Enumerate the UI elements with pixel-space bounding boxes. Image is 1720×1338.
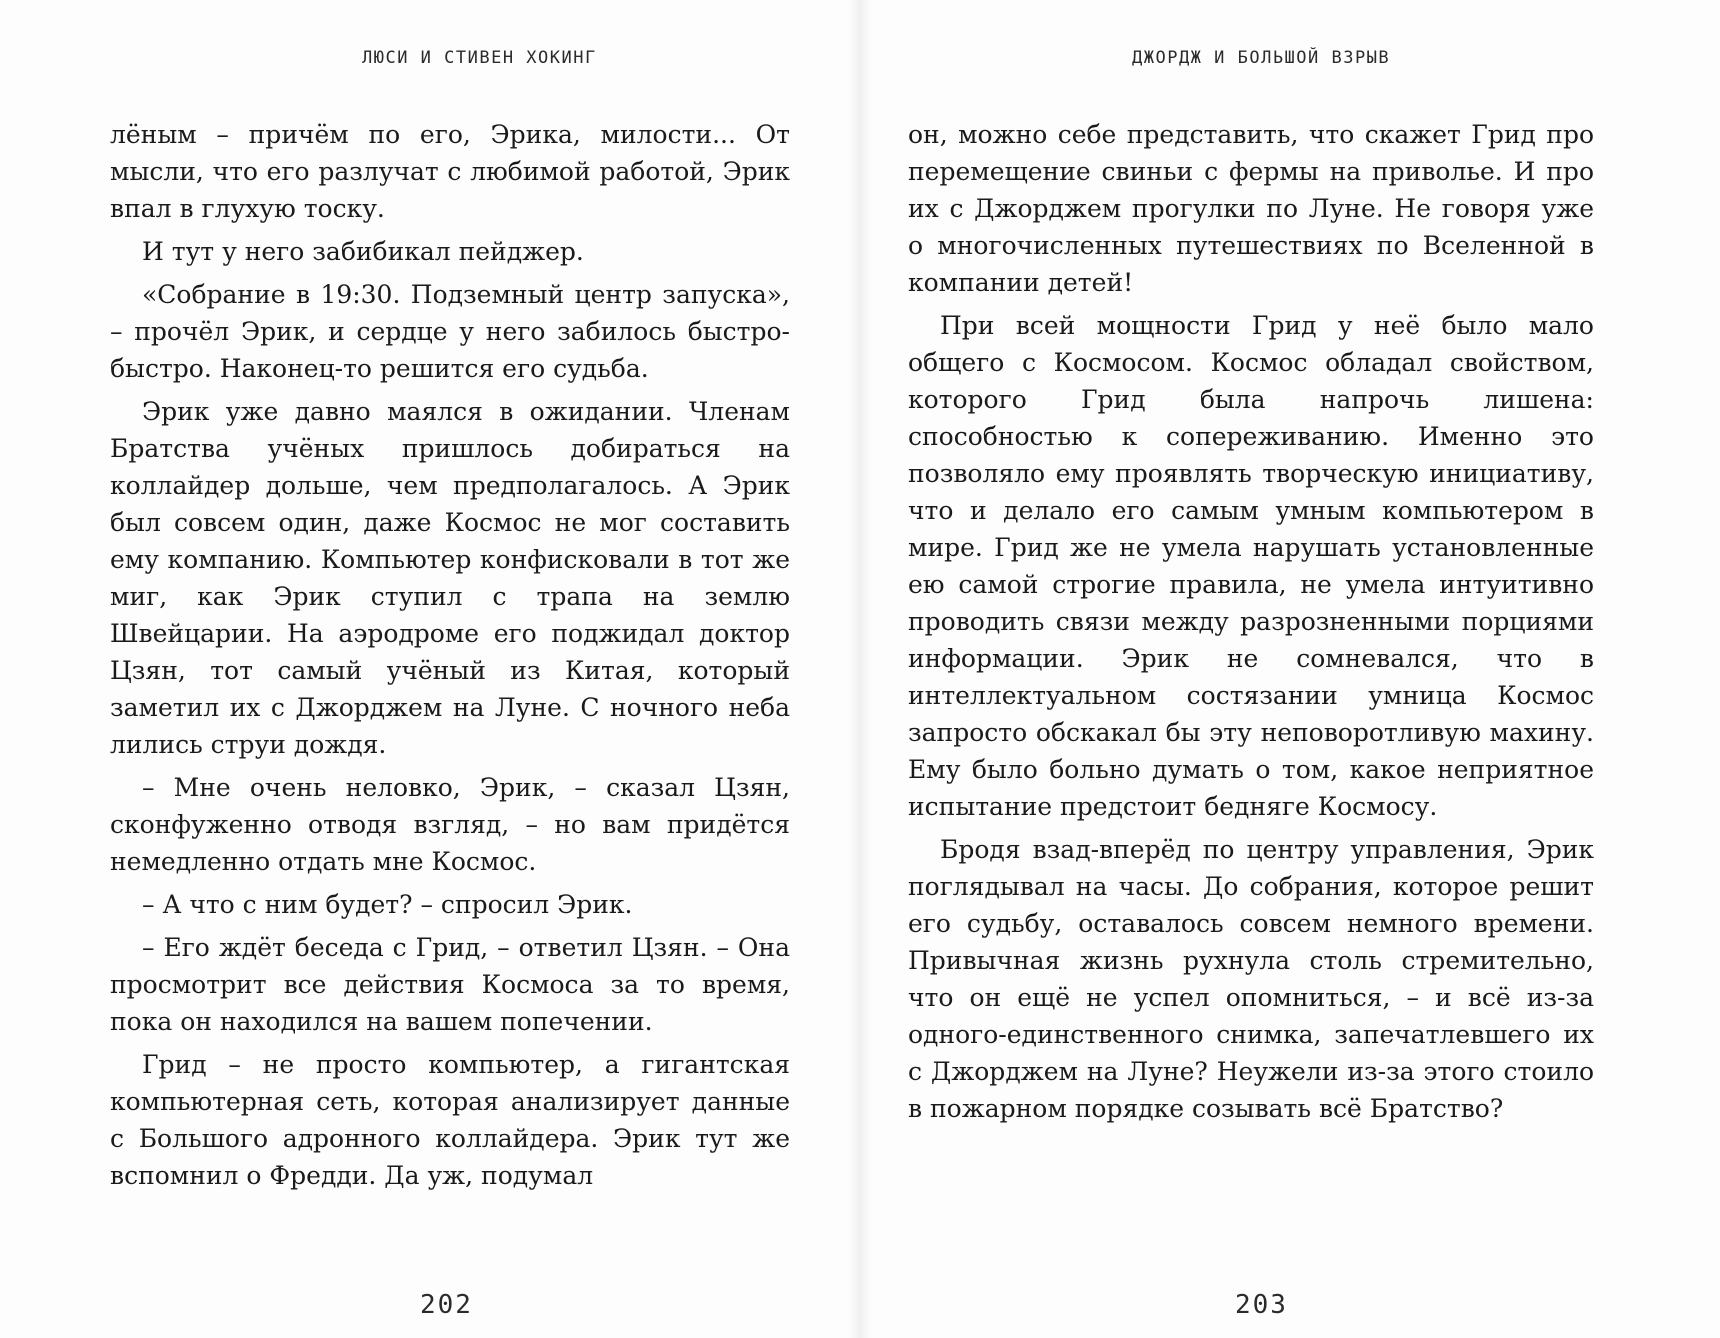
paragraph: он, можно себе представить, что скажет Грид про перемещение свиньи с фермы на приволье. И про их с Джорджем прогулки по Луне. Не говоря уже о многочисленных путешествиях по Вселенной в компании детей! — [908, 120, 1594, 297]
paragraph: Бродя взад-вперёд по центру управления, Эрик поглядывал на часы. До собрания, которое решит его судьбу, оставалось совсем немного времени. Привычная жизнь рухнула столь стремительно, что он ещё не успел опомниться, – и всё из-за одного-единственного снимка, запечатлевшего их с Джорджем на Луне? Неужели из-за этого стоило в пожарном порядке созывать всё Братство? — [908, 835, 1594, 1123]
paragraph: – А что с ним будет? – спросил Эрик. — [142, 890, 633, 919]
paragraph: Эрик уже давно маялся в ожидании. Членам Братства учёных пришлось добираться на коллайдер дольше, чем предполагалось. А Эрик был совсем один, даже Космос не мог составить ему компанию. Компьютер конфисковали в тот же миг, как Эрик ступил с трапа на землю Швейцарии. На аэродроме его поджидал доктор Цзян, тот самый учёный из Китая, который заметил их с Джорджем на Луне. С ночного неба лились струи дождя. — [110, 397, 790, 759]
left-text-block — [110, 116, 790, 1200]
left-running-head: ЛЮСИ И СТИВЕН ХОКИНГ — [362, 48, 597, 68]
right-text-block — [908, 116, 1594, 1133]
paragraph: При всей мощности Грид у неё было мало общего с Космосом. Космос обладал свойством, которого Грид была напрочь лишена: способностью к сопереживанию. Именно это позволяло ему проявлять творческую инициативу, что и делало его самым умным компьютером в мире. Грид же не умела нарушать установленные ею самой строгие правила, не умела интуитивно проводить связи между разрозненными порциями информации. Эрик не сомневался, что в интеллектуальном состязании умница Космос запросто обскакал бы эту неповоротливую махину. Ему было больно думать о том, какое неприятное испытание предстоит бедняге Космосу. — [908, 311, 1594, 821]
right-page-number: 203 — [1235, 1290, 1288, 1320]
left-page-number: 202 — [420, 1290, 473, 1320]
paragraph: И тут у него забибикал пейджер. — [142, 237, 584, 266]
paragraph: Грид – не просто компьютер, а гигантская компьютерная сеть, которая анализирует данные с Большого адронного коллайдера. Эрик тут же вспомнил о Фредди. Да уж, подумал — [110, 1050, 790, 1190]
paragraph: – Его ждёт беседа с Грид, – ответил Цзян. – Она просмотрит все действия Космоса за то время, пока он находился на вашем попечении. — [110, 933, 790, 1036]
right-running-head: ДЖОРДЖ И БОЛЬШОЙ ВЗРЫВ — [1132, 48, 1391, 68]
paragraph: «Собрание в 19:30. Подземный центр запуска», – прочёл Эрик, и сердце у него забилось быстро-быстро. Наконец-то решится его судьба. — [110, 280, 790, 383]
paragraph: лёным – причём по его, Эрика, милости... От мысли, что его разлучат с любимой работой, Эрик впал в глухую тоску. — [110, 120, 790, 223]
paragraph: – Мне очень неловко, Эрик, – сказал Цзян, сконфуженно отводя взгляд, – но вам придётся немедленно отдать мне Космос. — [110, 773, 790, 876]
right-page — [860, 0, 1720, 1338]
